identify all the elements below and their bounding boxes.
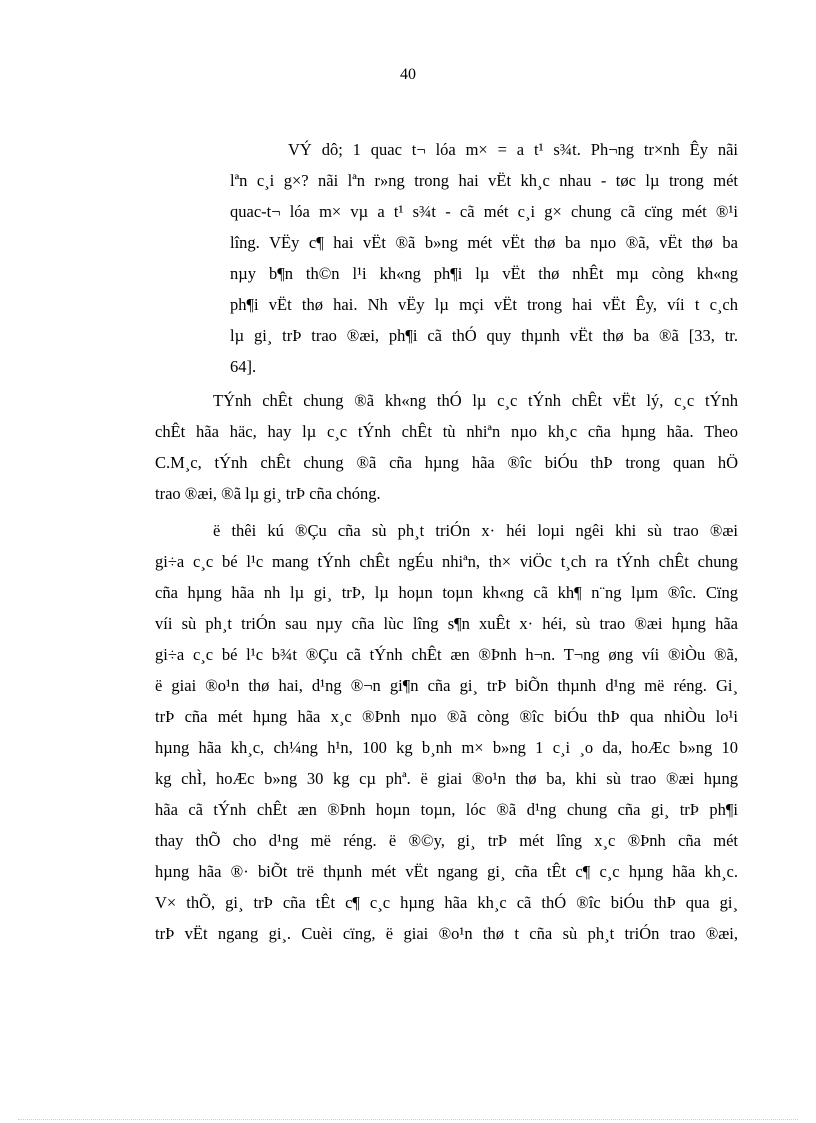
paragraph-line: hµng hãa ®· biÕt trë thµnh mét vËt ngang gi¸ cña tÊt c¶ c¸c hµng hãa kh¸c. [155, 862, 738, 881]
quote-line: lªn c¸i g×? nãi lªn r»ng trong hai vËt kh¸c nhau - tøc lµ trong mét [230, 171, 738, 190]
quote-line: nµy b¶n th©n l¹i kh«ng ph¶i lµ vËt thø nhÊt mµ còng kh«ng [230, 264, 738, 283]
paragraph-line: thay thÕ cho d¹ng më réng. ë ®©y, gi¸ trÞ mét lîng x¸c ®Þnh cña mét [155, 831, 738, 850]
paragraph-line: hµng hãa kh¸c, ch¼ng h¹n, 100 kg b¸nh m× b»ng 1 c¸i ¸o da, hoÆc b»ng 10 [155, 738, 738, 757]
quote-line: lµ gi¸ trÞ trao ®æi, ph¶i cã thÓ quy thµnh vËt thø ba ®ã [33, tr. [230, 326, 738, 345]
quote-line: 64]. [230, 357, 257, 376]
paragraph-1 [155, 385, 738, 509]
block-quote [230, 134, 738, 382]
paragraph-line: V× thÕ, gi¸ trÞ cña tÊt c¶ c¸c hµng hãa kh¸c cã thÓ ®îc biÓu thÞ qua gi¸ [155, 893, 738, 912]
page-number: 40 [400, 66, 416, 83]
paragraph-line: ë giai ®o¹n thø hai, d¹ng ®¬n gi¶n cña gi¸ trÞ biÕn thµnh d¹ng më réng. Gi¸ [155, 676, 738, 695]
paragraph-line: TÝnh chÊt chung ®ã kh«ng thÓ lµ c¸c tÝnh chÊt vËt lý, c¸c tÝnh [213, 391, 738, 410]
quote-line: VÝ dô; 1 quac t¬ lóa m× = a t¹ s¾t. Ph¬ng tr×nh Êy nãi [288, 140, 738, 159]
paragraph-line: ë thêi kú ®Çu cña sù ph¸t triÓn x· héi loµi ngêi khi sù trao ®æi [213, 521, 738, 540]
paragraph-line: trÞ vËt ngang gi¸. Cuèi cïng, ë giai ®o¹n thø t cña sù ph¸t triÓn trao ®æi, [155, 924, 738, 943]
quote-line: quac-t¬ lóa m× vµ a t¹ s¾t - cã mét c¸i g× chung cã cïng mét ®¹i [230, 202, 738, 221]
quote-line: lîng. VËy c¶ hai vËt ®ã b»ng mét vËt thø ba nµo ®ã, vËt thø ba [230, 233, 738, 252]
body-text [155, 385, 738, 949]
paragraph-2 [155, 515, 738, 949]
paragraph-line: hãa cã tÝnh chÊt æn ®Þnh hoµn toµn, lóc ®ã d¹ng chung cña gi¸ trÞ ph¶i [155, 800, 738, 819]
paragraph-line: víi sù ph¸t triÓn sau nµy cña lùc lîng s¶n xuÊt x· héi, sù trao ®æi hµng hãa [155, 614, 738, 633]
paragraph-line: C.M¸c, tÝnh chÊt chung ®ã cña hµng hãa ®îc biÓu thÞ trong quan hÖ [155, 453, 738, 472]
quote-line: ph¶i vËt thø hai. Nh vËy lµ mçi vËt trong hai vËt Êy, víi t c¸ch [230, 295, 738, 314]
paragraph-line: kg chÌ, hoÆc b»ng 30 kg cµ phª. ë giai ®o¹n thø ba, khi sù trao ®æi hµng [155, 769, 738, 788]
paragraph-line: cña hµng hãa nh lµ gi¸ trÞ, lµ hoµn toµn kh«ng cã kh¶ n¨ng lµm ®îc. Cïng [155, 583, 738, 602]
paragraph-line: gi÷a c¸c bé l¹c mang tÝnh chÊt ngÉu nhiªn, th× viÖc t¸ch ra tÝnh chÊt chung [155, 552, 738, 571]
paragraph-line: trÞ cña mét hµng hãa x¸c ®Þnh nµo ®ã còng ®îc biÓu thÞ qua nhiÒu lo¹i [155, 707, 738, 726]
page-bottom-border [18, 1119, 798, 1120]
paragraph-line: gi÷a c¸c bé l¹c b¾t ®Çu cã tÝnh chÊt æn ®Þnh h¬n. T¬ng øng víi ®iÒu ®ã, [155, 645, 738, 664]
paragraph-line: trao ®æi, ®ã lµ gi¸ trÞ cña chóng. [155, 484, 381, 503]
paragraph-line: chÊt hãa häc, hay lµ c¸c tÝnh chÊt tù nhiªn nµo kh¸c cña hµng hãa. Theo [155, 422, 738, 441]
